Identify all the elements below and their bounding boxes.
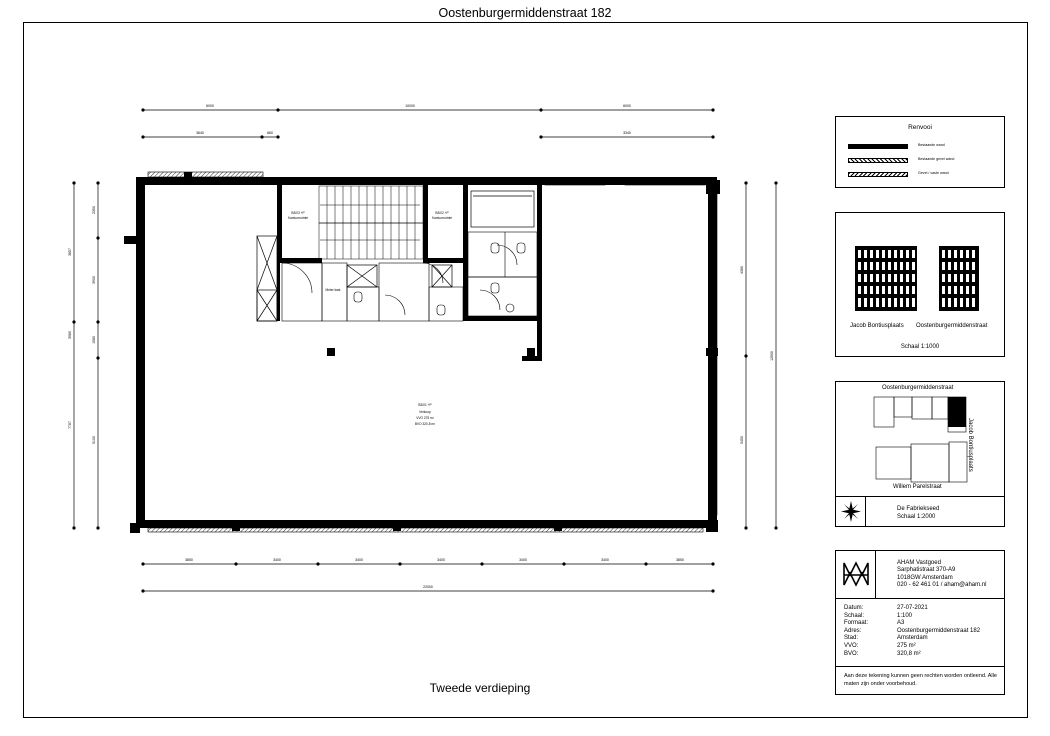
svg-text:3857: 3857 <box>68 248 72 256</box>
stairs <box>319 186 423 259</box>
legend-item <box>848 171 998 179</box>
building-elevations <box>836 213 1006 358</box>
svg-text:3400: 3400 <box>437 558 445 562</box>
svg-text:1580: 1580 <box>92 336 96 344</box>
svg-text:3850: 3850 <box>676 558 684 562</box>
company-details <box>897 560 986 589</box>
svg-text:4380: 4380 <box>740 266 744 274</box>
svg-text:2350: 2350 <box>92 206 96 214</box>
svg-text:6000: 6000 <box>623 104 631 108</box>
svg-text:3400: 3400 <box>519 558 527 562</box>
legend-swatch-solid <box>848 144 908 149</box>
company-line: 020 - 62 461 01 / aham@aham.nl <box>897 581 987 588</box>
columns <box>124 172 720 533</box>
legend-item <box>848 157 998 165</box>
svg-text:Meter kast: Meter kast <box>325 288 341 292</box>
building-scale-box <box>835 212 1005 357</box>
building-label-left: Jacob Bontiusplaats <box>850 323 904 329</box>
company-line: 1018GW Amsterdam <box>897 574 953 581</box>
svg-text:BVO 320,8 m²: BVO 320,8 m² <box>414 422 436 426</box>
svg-text:3340: 3340 <box>623 131 631 135</box>
aham-logo-icon <box>836 551 876 598</box>
svg-text:660: 660 <box>267 131 273 135</box>
svg-text:B3/02 +P: B3/02 +P <box>435 211 449 215</box>
scale-text: Schaal 1:1000 <box>900 344 940 350</box>
svg-text:VVO 275 m²: VVO 275 m² <box>416 416 434 420</box>
street-label-top: Oostenburgermiddenstraat <box>882 385 954 391</box>
svg-text:12500: 12500 <box>770 351 774 361</box>
svg-text:3980: 3980 <box>68 331 72 339</box>
svg-text:Kantoorruimte: Kantoorruimte <box>287 216 309 220</box>
title-block-divider <box>836 598 1004 599</box>
title-block: AHAM Vastgoed Sarphatistraat 370-A9 1018GW Amsterdam 020 - 62 461 01 / aham@aham.nl Datum: 27-07-2021 Schaal: 1:100 Formaat: A3 Adres: Oostenburgermiddenstraat 182 Stad: Amsterdam VVO: 275 m² BVO: 320,8 m² Aan deze tekening kunnen geen rechten worden ontleend. Alle maten zijn onder voorbehoud. <box>835 550 1005 695</box>
location-map-box <box>835 381 1005 527</box>
svg-text:6000: 6000 <box>206 104 214 108</box>
svg-text:3900: 3900 <box>92 276 96 284</box>
svg-text:22000: 22000 <box>423 585 433 589</box>
floor-plan <box>60 100 790 600</box>
legend-item <box>848 143 998 151</box>
svg-text:5100: 5100 <box>92 436 96 444</box>
building-label-right: Oostenburgermiddenstraat <box>916 323 988 329</box>
svg-text:10000: 10000 <box>405 104 415 108</box>
svg-text:5450: 5450 <box>740 436 744 444</box>
sanitary-rooms <box>282 232 537 321</box>
page-title: Oostenburgermiddenstraat 182 <box>438 6 612 20</box>
svg-text:3640: 3640 <box>196 131 204 135</box>
svg-text:3400: 3400 <box>273 558 281 562</box>
place-name: De Fabriekseed <box>897 506 940 512</box>
legend-box <box>835 116 1005 188</box>
svg-text:B3/01 +P: B3/01 +P <box>418 403 432 407</box>
window-frames <box>148 172 717 532</box>
svg-text:Verkoop: Verkoop <box>419 410 431 414</box>
legend-item-label: Bestaande wand <box>918 143 945 147</box>
svg-text:B3/03 +P: B3/03 +P <box>291 211 305 215</box>
floor-name: Tweede verdieping <box>429 681 531 695</box>
svg-text:3850: 3850 <box>185 558 193 562</box>
legend-title: Renvooi <box>908 124 932 131</box>
street-label-right: Jacob Bontiusplaats <box>967 418 973 472</box>
svg-text:Kantoorruimte: Kantoorruimte <box>431 216 453 220</box>
compass-icon <box>836 496 866 527</box>
elevation-right <box>939 246 979 311</box>
svg-text:3400: 3400 <box>601 558 609 562</box>
legend-item-label: Gevel / vaste wand <box>918 171 949 175</box>
legend-item-label: Bestaande gevel wand <box>918 157 955 161</box>
legend-swatch-hatch <box>848 172 908 177</box>
elevation-left <box>855 246 917 311</box>
map-location-text <box>897 505 939 521</box>
company-line: Sarphatistraat 370-A9 <box>897 567 956 574</box>
title-block-divider <box>836 666 1004 667</box>
svg-text:7787: 7787 <box>68 421 72 429</box>
legend-swatch-cross <box>848 158 908 163</box>
company-line: AHAM Vastgoed <box>897 560 941 566</box>
disclaimer: Aan deze tekening kunnen geen rechten worden ontleend. Alle maten zijn onder voorbehoud. <box>844 673 997 687</box>
core-walls <box>277 181 542 361</box>
svg-text:3400: 3400 <box>355 558 363 562</box>
map-scale: Schaal 1:2000 <box>897 514 936 520</box>
street-label-bottom: Willem Parelstraat <box>893 484 942 490</box>
location-map <box>836 382 1006 496</box>
